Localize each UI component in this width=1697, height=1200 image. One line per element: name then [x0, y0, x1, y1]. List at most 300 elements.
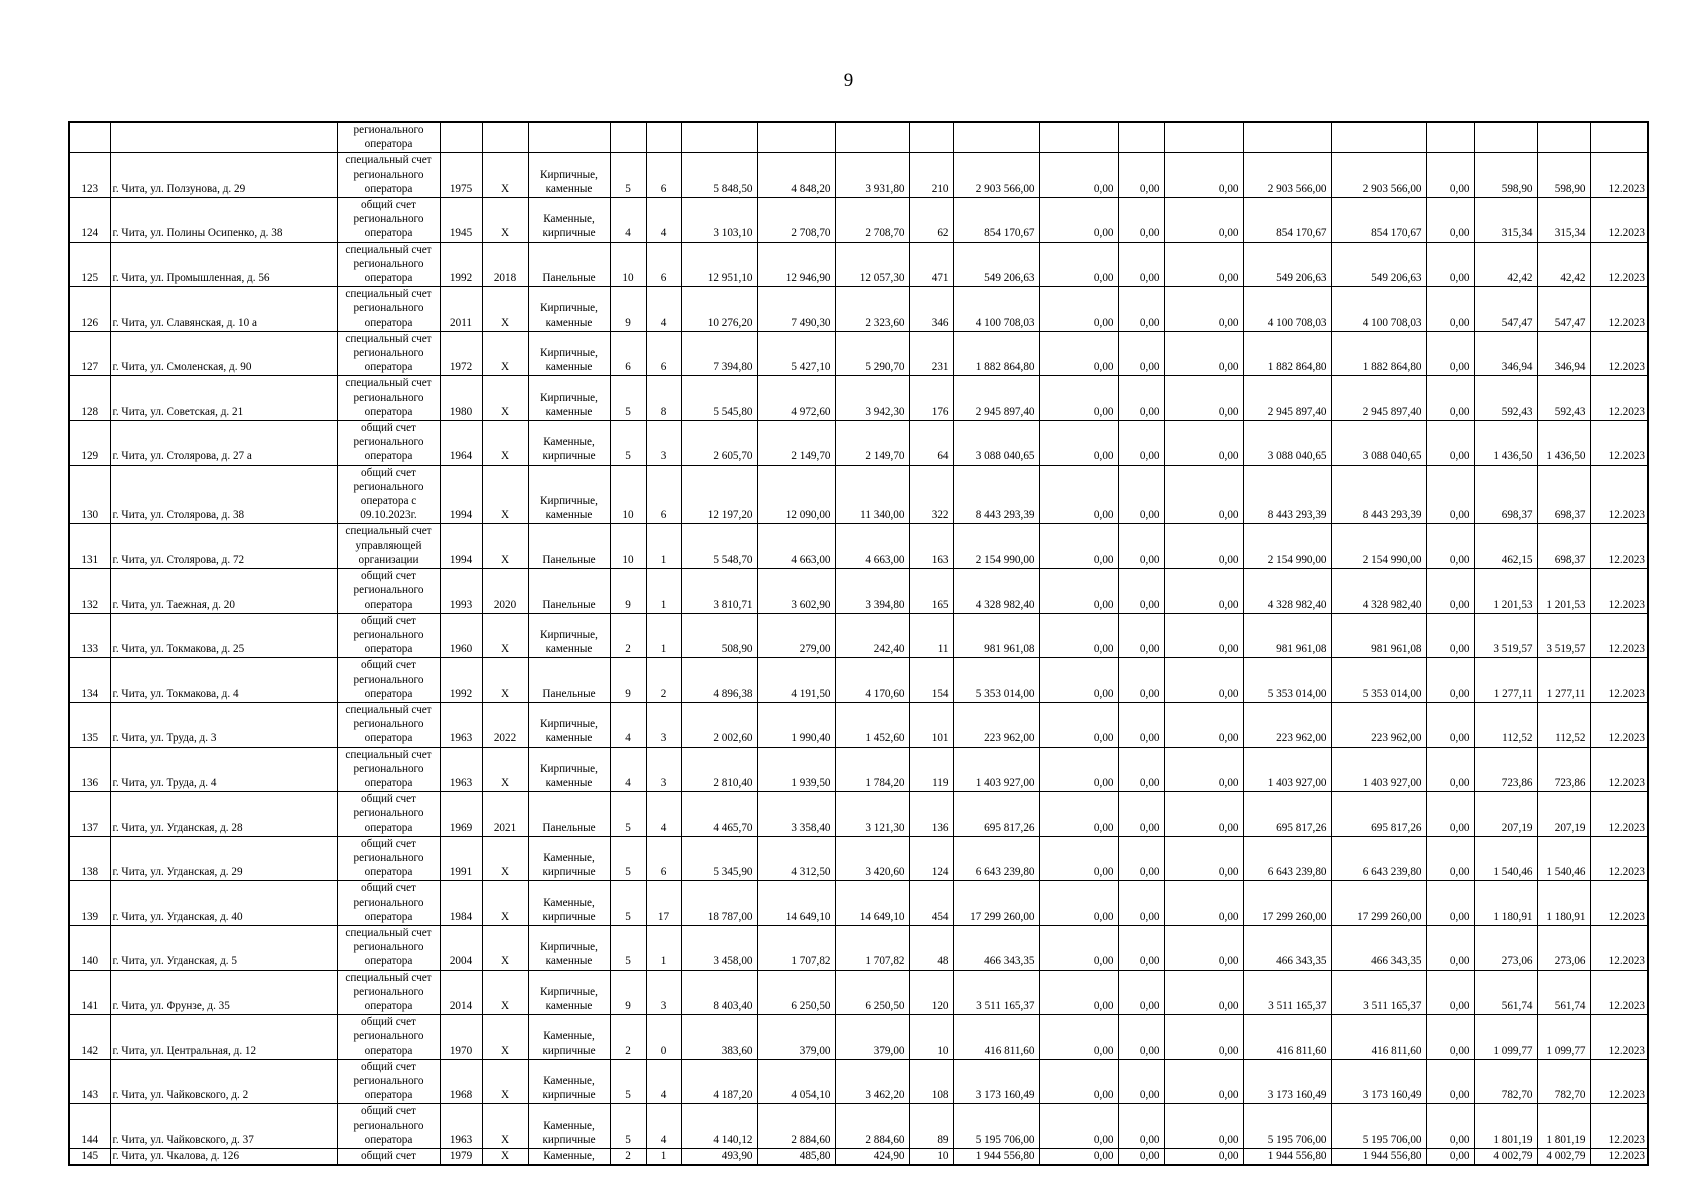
floors-cell: 5 [610, 836, 646, 881]
owners-funds-cell: 2 945 897,40 [1243, 376, 1331, 421]
entrances-cell: 0 [646, 1015, 681, 1060]
floors-cell: 5 [610, 376, 646, 421]
entrances-cell: 3 [646, 702, 681, 747]
completion-date-cell: 12.2023 [1590, 242, 1648, 287]
row-number-cell: 145 [69, 1149, 110, 1166]
living-area-cell: 1 939,50 [757, 747, 835, 792]
completion-date-cell: 12.2023 [1590, 198, 1648, 243]
owners-funds-cell: 3 088 040,65 [1243, 421, 1331, 466]
residential-area-cell: 424,90 [835, 1149, 909, 1166]
owners-funds-cell: 1 403 927,00 [1243, 747, 1331, 792]
fund-1-cell: 0,00 [1039, 242, 1118, 287]
total-cost-cell: 549 206,63 [953, 242, 1039, 287]
total-funds-cell: 549 206,63 [1331, 242, 1426, 287]
account-type-cell: общий счет регионального оператора [337, 792, 440, 837]
completion-date-cell: 12.2023 [1590, 925, 1648, 970]
living-area-cell: 12 946,90 [757, 242, 835, 287]
floors-cell: 5 [610, 421, 646, 466]
entrances-cell: 6 [646, 836, 681, 881]
fund-1-cell: 0,00 [1039, 925, 1118, 970]
entrances-cell: 3 [646, 970, 681, 1015]
other-funds-cell: 0,00 [1426, 198, 1474, 243]
build-year-cell: 1963 [440, 702, 482, 747]
unit-cost-cell: 598,90 [1474, 153, 1537, 198]
fund-2-cell: 0,00 [1118, 613, 1164, 658]
total-funds-cell: 3 173 160,49 [1331, 1059, 1426, 1104]
residential-area-cell: 4 663,00 [835, 524, 909, 569]
build-year-cell: 1994 [440, 465, 482, 524]
total-funds-cell: 1 403 927,00 [1331, 747, 1426, 792]
wall-material-cell: Панельные [528, 792, 610, 837]
row-number-cell: 125 [69, 242, 110, 287]
account-type-cell: специальный счет регионального оператора [337, 925, 440, 970]
total-cost-cell: 416 811,60 [953, 1015, 1039, 1060]
wall-material-cell: Кирпичные, каменные [528, 925, 610, 970]
build-year-cell: 1972 [440, 331, 482, 376]
table-row [69, 421, 1648, 466]
repair-year-cell: X [482, 1059, 528, 1104]
total-area-cell: 4 187,20 [681, 1059, 757, 1104]
living-area-cell: 279,00 [757, 613, 835, 658]
repair-year-cell: 2022 [482, 702, 528, 747]
residential-area-cell: 11 340,00 [835, 465, 909, 524]
build-year-cell: 1969 [440, 792, 482, 837]
owners-funds-cell: 1 882 864,80 [1243, 331, 1331, 376]
unit-cost-cell: 462,15 [1474, 524, 1537, 569]
other-funds-cell: 0,00 [1426, 1104, 1474, 1149]
completion-date-cell: 12.2023 [1590, 970, 1648, 1015]
account-cell: регионального оператора [337, 122, 440, 153]
account-type-cell: специальный счет регионального оператора [337, 331, 440, 376]
residential-area-cell: 379,00 [835, 1015, 909, 1060]
fund-2-cell: 0,00 [1118, 465, 1164, 524]
entrances-cell: 3 [646, 421, 681, 466]
floors-cell: 9 [610, 658, 646, 703]
table-row [69, 287, 1648, 332]
repair-year-cell: 2021 [482, 792, 528, 837]
residents-cell: 10 [909, 1149, 953, 1166]
account-type-cell: специальный счет управляющей организации [337, 524, 440, 569]
total-funds-cell: 4 100 708,03 [1331, 287, 1426, 332]
fund-1-cell: 0,00 [1039, 792, 1118, 837]
fund-3-cell: 0,00 [1164, 1149, 1243, 1166]
living-area-cell: 2 149,70 [757, 421, 835, 466]
total-funds-cell: 6 643 239,80 [1331, 836, 1426, 881]
build-year-cell: 2014 [440, 970, 482, 1015]
living-area-cell: 14 649,10 [757, 881, 835, 926]
completion-date-cell: 12.2023 [1590, 792, 1648, 837]
living-area-cell: 6 250,50 [757, 970, 835, 1015]
repair-year-cell: X [482, 524, 528, 569]
fund-3-cell: 0,00 [1164, 970, 1243, 1015]
max-unit-cost-cell: 3 519,57 [1537, 613, 1590, 658]
fund-1-cell: 0,00 [1039, 747, 1118, 792]
address-cell: г. Чита, ул. Ползунова, д. 29 [110, 153, 337, 198]
build-year-cell: 2011 [440, 287, 482, 332]
wall-material-cell: Каменные, кирпичные [528, 881, 610, 926]
total-area-cell: 8 403,40 [681, 970, 757, 1015]
other-funds-cell: 0,00 [1426, 1059, 1474, 1104]
fund-1-cell: 0,00 [1039, 702, 1118, 747]
entrances-cell: 6 [646, 242, 681, 287]
fund-1-cell: 0,00 [1039, 1015, 1118, 1060]
fund-3-cell: 0,00 [1164, 524, 1243, 569]
total-area-cell: 7 394,80 [681, 331, 757, 376]
unit-cost-cell: 1 436,50 [1474, 421, 1537, 466]
fund-2-cell: 0,00 [1118, 331, 1164, 376]
housing-repair-table [68, 121, 1649, 1166]
completion-date-cell: 12.2023 [1590, 881, 1648, 926]
fund-2-cell: 0,00 [1118, 198, 1164, 243]
residential-area-cell: 2 708,70 [835, 198, 909, 243]
living-area-cell: 7 490,30 [757, 287, 835, 332]
row-number-cell: 144 [69, 1104, 110, 1149]
address-cell: г. Чита, ул. Таежная, д. 20 [110, 569, 337, 614]
floors-cell: 10 [610, 465, 646, 524]
residential-area-cell: 6 250,50 [835, 970, 909, 1015]
unit-cost-cell: 3 519,57 [1474, 613, 1537, 658]
fund-3-cell: 0,00 [1164, 153, 1243, 198]
address-cell: г. Чита, ул. Труда, д. 3 [110, 702, 337, 747]
total-cost-cell: 8 443 293,39 [953, 465, 1039, 524]
max-unit-cost-cell: 598,90 [1537, 153, 1590, 198]
wall-material-cell: Кирпичные, каменные [528, 702, 610, 747]
residential-area-cell: 2 884,60 [835, 1104, 909, 1149]
address-cell: г. Чита, ул. Токмакова, д. 4 [110, 658, 337, 703]
account-type-cell: специальный счет регионального оператора [337, 153, 440, 198]
completion-date-cell: 12.2023 [1590, 613, 1648, 658]
fund-1-cell: 0,00 [1039, 1104, 1118, 1149]
completion-date-cell: 12.2023 [1590, 658, 1648, 703]
owners-funds-cell: 549 206,63 [1243, 242, 1331, 287]
total-funds-cell: 2 903 566,00 [1331, 153, 1426, 198]
residential-area-cell: 3 394,80 [835, 569, 909, 614]
unit-cost-cell: 1 180,91 [1474, 881, 1537, 926]
fund-3-cell: 0,00 [1164, 613, 1243, 658]
unit-cost-cell: 1 801,19 [1474, 1104, 1537, 1149]
fund-3-cell: 0,00 [1164, 465, 1243, 524]
address-cell: г. Чита, ул. Угданская, д. 5 [110, 925, 337, 970]
total-funds-cell: 4 328 982,40 [1331, 569, 1426, 614]
total-cost-cell: 3 088 040,65 [953, 421, 1039, 466]
fund-3-cell: 0,00 [1164, 1059, 1243, 1104]
owners-funds-cell: 2 154 990,00 [1243, 524, 1331, 569]
total-funds-cell: 466 343,35 [1331, 925, 1426, 970]
fund-2-cell: 0,00 [1118, 970, 1164, 1015]
total-cost-cell: 466 343,35 [953, 925, 1039, 970]
entrances-cell: 1 [646, 524, 681, 569]
total-funds-cell: 416 811,60 [1331, 1015, 1426, 1060]
account-type-cell: общий счет регионального оператора [337, 836, 440, 881]
fund-3-cell: 0,00 [1164, 747, 1243, 792]
address-cell: г. Чита, ул. Столярова, д. 72 [110, 524, 337, 569]
build-year-cell: 1991 [440, 836, 482, 881]
other-funds-cell: 0,00 [1426, 613, 1474, 658]
unit-cost-cell: 42,42 [1474, 242, 1537, 287]
build-year-cell: 1960 [440, 613, 482, 658]
max-unit-cost-cell: 207,19 [1537, 792, 1590, 837]
floors-cell: 5 [610, 792, 646, 837]
total-area-cell: 3 103,10 [681, 198, 757, 243]
table-row [69, 792, 1648, 837]
other-funds-cell: 0,00 [1426, 925, 1474, 970]
fund-1-cell: 0,00 [1039, 613, 1118, 658]
other-funds-cell: 0,00 [1426, 1149, 1474, 1166]
entrances-cell: 4 [646, 1104, 681, 1149]
fund-1-cell: 0,00 [1039, 970, 1118, 1015]
repair-year-cell: X [482, 836, 528, 881]
residents-cell: 62 [909, 198, 953, 243]
account-type-cell: специальный счет регионального оператора [337, 376, 440, 421]
residents-cell: 454 [909, 881, 953, 926]
owners-funds-cell: 981 961,08 [1243, 613, 1331, 658]
account-type-cell: специальный счет регионального оператора [337, 287, 440, 332]
fund-1-cell: 0,00 [1039, 153, 1118, 198]
living-area-cell: 12 090,00 [757, 465, 835, 524]
unit-cost-cell: 547,47 [1474, 287, 1537, 332]
total-area-cell: 10 276,20 [681, 287, 757, 332]
total-cost-cell: 17 299 260,00 [953, 881, 1039, 926]
total-area-cell: 12 197,20 [681, 465, 757, 524]
page-number: 9 [843, 70, 854, 91]
unit-cost-cell: 723,86 [1474, 747, 1537, 792]
fund-3-cell: 0,00 [1164, 421, 1243, 466]
row-number-cell: 133 [69, 613, 110, 658]
table-row [69, 925, 1648, 970]
table-row [69, 881, 1648, 926]
owners-funds-cell: 2 903 566,00 [1243, 153, 1331, 198]
max-unit-cost-cell: 42,42 [1537, 242, 1590, 287]
residents-cell: 48 [909, 925, 953, 970]
floors-cell: 9 [610, 970, 646, 1015]
row-number-cell: 138 [69, 836, 110, 881]
total-area-cell: 4 465,70 [681, 792, 757, 837]
total-cost-cell: 5 353 014,00 [953, 658, 1039, 703]
address-cell: г. Чита, ул. Чайковского, д. 37 [110, 1104, 337, 1149]
unit-cost-cell: 346,94 [1474, 331, 1537, 376]
build-year-cell: 1963 [440, 747, 482, 792]
residents-cell: 136 [909, 792, 953, 837]
row-number-cell: 136 [69, 747, 110, 792]
total-cost-cell: 6 643 239,80 [953, 836, 1039, 881]
owners-funds-cell: 4 328 982,40 [1243, 569, 1331, 614]
total-funds-cell: 2 154 990,00 [1331, 524, 1426, 569]
account-type-cell: общий счет регионального оператора [337, 1015, 440, 1060]
total-area-cell: 5 848,50 [681, 153, 757, 198]
address-cell: г. Чита, ул. Труда, д. 4 [110, 747, 337, 792]
unit-cost-cell: 207,19 [1474, 792, 1537, 837]
total-area-cell: 493,90 [681, 1149, 757, 1166]
fund-3-cell: 0,00 [1164, 331, 1243, 376]
fund-3-cell: 0,00 [1164, 1015, 1243, 1060]
fund-1-cell: 0,00 [1039, 331, 1118, 376]
fund-2-cell: 0,00 [1118, 242, 1164, 287]
account-type-cell: специальный счет регионального оператора [337, 747, 440, 792]
table-row [69, 836, 1648, 881]
floors-cell: 2 [610, 1015, 646, 1060]
completion-date-cell: 12.2023 [1590, 1149, 1648, 1166]
fund-1-cell: 0,00 [1039, 421, 1118, 466]
max-unit-cost-cell: 723,86 [1537, 747, 1590, 792]
residents-cell: 154 [909, 658, 953, 703]
residents-cell: 101 [909, 702, 953, 747]
fund-1-cell: 0,00 [1039, 287, 1118, 332]
living-area-cell: 4 312,50 [757, 836, 835, 881]
wall-material-cell: Кирпичные, каменные [528, 331, 610, 376]
build-year-cell: 1963 [440, 1104, 482, 1149]
row-number-cell: 142 [69, 1015, 110, 1060]
completion-date-cell: 12.2023 [1590, 747, 1648, 792]
fund-1-cell: 0,00 [1039, 1149, 1118, 1166]
entrances-cell: 17 [646, 881, 681, 926]
fund-2-cell: 0,00 [1118, 792, 1164, 837]
wall-material-cell: Кирпичные, каменные [528, 287, 610, 332]
floors-cell: 5 [610, 153, 646, 198]
row-number-cell: 131 [69, 524, 110, 569]
max-unit-cost-cell: 4 002,79 [1537, 1149, 1590, 1166]
fund-1-cell: 0,00 [1039, 465, 1118, 524]
total-cost-cell: 4 328 982,40 [953, 569, 1039, 614]
total-area-cell: 508,90 [681, 613, 757, 658]
residents-cell: 64 [909, 421, 953, 466]
living-area-cell: 485,80 [757, 1149, 835, 1166]
owners-funds-cell: 854 170,67 [1243, 198, 1331, 243]
total-cost-cell: 3 511 165,37 [953, 970, 1039, 1015]
total-cost-cell: 4 100 708,03 [953, 287, 1039, 332]
max-unit-cost-cell: 1 436,50 [1537, 421, 1590, 466]
floors-cell: 5 [610, 1059, 646, 1104]
entrances-cell: 4 [646, 792, 681, 837]
total-area-cell: 4 896,38 [681, 658, 757, 703]
max-unit-cost-cell: 1 801,19 [1537, 1104, 1590, 1149]
total-area-cell: 5 548,70 [681, 524, 757, 569]
other-funds-cell: 0,00 [1426, 881, 1474, 926]
residents-cell: 89 [909, 1104, 953, 1149]
table-row [69, 198, 1648, 243]
build-year-cell: 2004 [440, 925, 482, 970]
address-cell: г. Чита, ул. Чайковского, д. 2 [110, 1059, 337, 1104]
fund-1-cell: 0,00 [1039, 198, 1118, 243]
address-cell: г. Чита, ул. Центральная, д. 12 [110, 1015, 337, 1060]
repair-year-cell: 2018 [482, 242, 528, 287]
table-row [69, 465, 1648, 524]
build-year-cell: 1968 [440, 1059, 482, 1104]
unit-cost-cell: 315,34 [1474, 198, 1537, 243]
owners-funds-cell: 17 299 260,00 [1243, 881, 1331, 926]
fund-2-cell: 0,00 [1118, 925, 1164, 970]
address-cell: г. Чита, ул. Промышленная, д. 56 [110, 242, 337, 287]
account-type-cell: общий счет регионального оператора [337, 1104, 440, 1149]
unit-cost-cell: 1 201,53 [1474, 569, 1537, 614]
wall-material-cell: Кирпичные, каменные [528, 970, 610, 1015]
total-area-cell: 12 951,10 [681, 242, 757, 287]
repair-year-cell: X [482, 421, 528, 466]
wall-material-cell: Панельные [528, 524, 610, 569]
completion-date-cell: 12.2023 [1590, 421, 1648, 466]
address-cell: г. Чита, ул. Угданская, д. 28 [110, 792, 337, 837]
max-unit-cost-cell: 1 180,91 [1537, 881, 1590, 926]
repair-year-cell: X [482, 613, 528, 658]
completion-date-cell: 12.2023 [1590, 376, 1648, 421]
unit-cost-cell: 4 002,79 [1474, 1149, 1537, 1166]
repair-year-cell: X [482, 198, 528, 243]
fund-1-cell: 0,00 [1039, 569, 1118, 614]
row-number-cell: 139 [69, 881, 110, 926]
residential-area-cell: 1 784,20 [835, 747, 909, 792]
build-year-cell: 1970 [440, 1015, 482, 1060]
total-funds-cell: 1 944 556,80 [1331, 1149, 1426, 1166]
total-funds-cell: 695 817,26 [1331, 792, 1426, 837]
row-number-cell: 127 [69, 331, 110, 376]
living-area-cell: 4 663,00 [757, 524, 835, 569]
other-funds-cell: 0,00 [1426, 153, 1474, 198]
continuation-row [69, 122, 1648, 153]
living-area-cell: 3 358,40 [757, 792, 835, 837]
living-area-cell: 2 708,70 [757, 198, 835, 243]
completion-date-cell: 12.2023 [1590, 702, 1648, 747]
completion-date-cell: 12.2023 [1590, 1104, 1648, 1149]
total-funds-cell: 17 299 260,00 [1331, 881, 1426, 926]
owners-funds-cell: 416 811,60 [1243, 1015, 1331, 1060]
repair-year-cell: X [482, 970, 528, 1015]
total-funds-cell: 854 170,67 [1331, 198, 1426, 243]
row-number-cell: 123 [69, 153, 110, 198]
address-cell: г. Чита, ул. Угданская, д. 29 [110, 836, 337, 881]
address-cell: г. Чита, ул. Столярова, д. 27 а [110, 421, 337, 466]
fund-2-cell: 0,00 [1118, 569, 1164, 614]
total-area-cell: 5 545,80 [681, 376, 757, 421]
account-type-cell: общий счет регионального оператора [337, 658, 440, 703]
total-funds-cell: 1 882 864,80 [1331, 331, 1426, 376]
living-area-cell: 4 972,60 [757, 376, 835, 421]
table-row [69, 702, 1648, 747]
fund-2-cell: 0,00 [1118, 1015, 1164, 1060]
fund-3-cell: 0,00 [1164, 376, 1243, 421]
residents-cell: 120 [909, 970, 953, 1015]
entrances-cell: 4 [646, 198, 681, 243]
max-unit-cost-cell: 698,37 [1537, 465, 1590, 524]
owners-funds-cell: 223 962,00 [1243, 702, 1331, 747]
total-cost-cell: 1 944 556,80 [953, 1149, 1039, 1166]
repair-year-cell: X [482, 287, 528, 332]
living-area-cell: 5 427,10 [757, 331, 835, 376]
total-area-cell: 2 810,40 [681, 747, 757, 792]
residential-area-cell: 5 290,70 [835, 331, 909, 376]
fund-2-cell: 0,00 [1118, 376, 1164, 421]
residents-cell: 11 [909, 613, 953, 658]
residents-cell: 176 [909, 376, 953, 421]
address-cell: г. Чита, ул. Столярова, д. 38 [110, 465, 337, 524]
max-unit-cost-cell: 1 277,11 [1537, 658, 1590, 703]
other-funds-cell: 0,00 [1426, 658, 1474, 703]
other-funds-cell: 0,00 [1426, 747, 1474, 792]
total-cost-cell: 223 962,00 [953, 702, 1039, 747]
repair-year-cell: X [482, 1149, 528, 1166]
owners-funds-cell: 4 100 708,03 [1243, 287, 1331, 332]
row-number-cell: 140 [69, 925, 110, 970]
owners-funds-cell: 3 511 165,37 [1243, 970, 1331, 1015]
total-cost-cell: 1 882 864,80 [953, 331, 1039, 376]
completion-date-cell: 12.2023 [1590, 331, 1648, 376]
total-area-cell: 5 345,90 [681, 836, 757, 881]
row-number-cell: 129 [69, 421, 110, 466]
total-area-cell: 4 140,12 [681, 1104, 757, 1149]
table-row [69, 747, 1648, 792]
fund-2-cell: 0,00 [1118, 1059, 1164, 1104]
build-year-cell: 1979 [440, 1149, 482, 1166]
max-unit-cost-cell: 561,74 [1537, 970, 1590, 1015]
build-year-cell: 1945 [440, 198, 482, 243]
